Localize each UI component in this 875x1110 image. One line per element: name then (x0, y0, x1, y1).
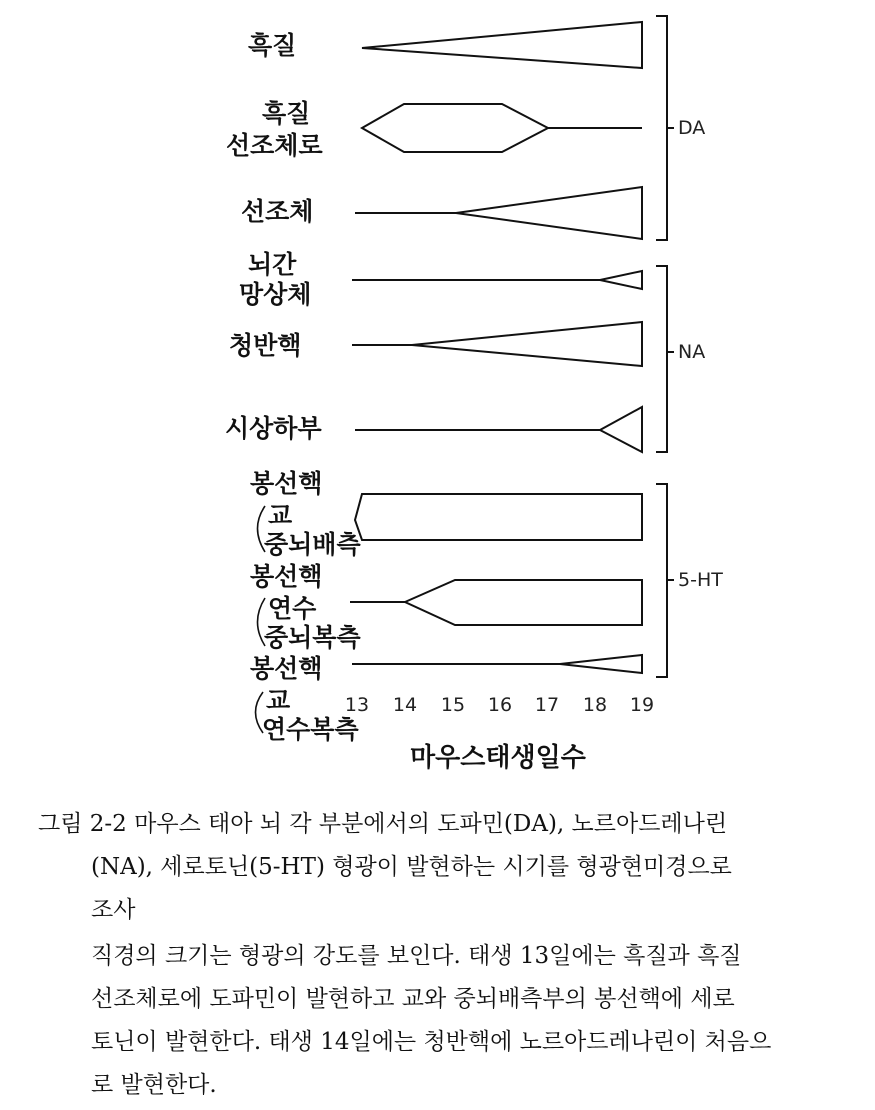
x-tick-label: 18 (582, 694, 608, 716)
bar-striatum (456, 187, 642, 239)
row-label-raphe-2-b: 연수 (268, 594, 317, 623)
caption-line: 그림 2-2 마우스 태아 뇌 각 부분에서의 도파민(DA), 노르아드레나린 (38, 811, 728, 837)
row-label-reticular-2: 망상체 (239, 280, 312, 309)
caption-line: 직경의 크기는 형광의 강도를 보인다. 태생 13일에는 흑질과 흑질 (91, 943, 742, 969)
caption-line: 조사 (91, 897, 136, 923)
row-label-nigrostriatal-2: 선조체로 (226, 131, 323, 160)
bar-nigrostriatal-tract (362, 104, 548, 152)
group-label-da: DA (678, 117, 706, 139)
row-label-raphe-2-c: 중뇌복측 (264, 623, 361, 652)
x-tick-label: 17 (534, 694, 560, 716)
bar-raphe-dorsal (355, 494, 642, 540)
row-label-reticular-1: 뇌간 (248, 250, 297, 279)
x-tick-label: 14 (392, 694, 418, 716)
group-label-5ht: 5-HT (678, 569, 723, 591)
bar-reticular (600, 271, 642, 289)
bracket-da (656, 16, 674, 240)
row-label-raphe-3-c: 연수복측 (262, 715, 359, 744)
x-tick-label: 15 (440, 694, 466, 716)
x-tick-label: 13 (344, 694, 370, 716)
row-label-nigrostriatal-1: 흑질 (262, 99, 311, 128)
bracket-5ht (656, 484, 674, 677)
row-label-locus-coeruleus: 청반핵 (229, 331, 302, 360)
row-label-substantia-nigra: 흑질 (248, 31, 297, 60)
row-label-raphe-2-a: 봉선핵 (250, 562, 323, 591)
bar-raphe-medulla (560, 655, 642, 673)
bar-locus-coeruleus (412, 322, 642, 366)
x-tick-label: 16 (487, 694, 513, 716)
row-label-striatum: 선조체 (241, 197, 314, 226)
row-label-raphe-1-a: 봉선핵 (250, 469, 323, 498)
bar-substantia-nigra (362, 22, 642, 68)
row-label-hypothalamus: 시상하부 (225, 414, 322, 443)
row-label-raphe-1-c: 중뇌배측 (264, 530, 361, 559)
caption-line: 토닌이 발현한다. 태생 14일에는 청반핵에 노르아드레나린이 처음으 (91, 1029, 772, 1055)
x-axis-label: 마우스태생일수 (410, 743, 586, 773)
row-label-raphe-3-a: 봉선핵 (250, 654, 323, 683)
bar-raphe-ventral (405, 580, 642, 625)
row-label-raphe-3-b: 교 (266, 686, 291, 715)
caption-line: 선조체로에 도파민이 발현하고 교와 중뇌배측부의 봉선핵에 세로 (91, 986, 735, 1012)
row-label-raphe-1-b: 교 (268, 501, 293, 530)
x-tick-label: 19 (629, 694, 655, 716)
caption-line: 로 발현한다. (91, 1072, 217, 1098)
caption-line: (NA), 세로토닌(5-HT) 형광이 발현하는 시기를 형광현미경으로 (91, 854, 732, 880)
bar-hypothalamus (600, 407, 642, 452)
bracket-na (656, 266, 674, 452)
group-label-na: NA (678, 341, 706, 363)
